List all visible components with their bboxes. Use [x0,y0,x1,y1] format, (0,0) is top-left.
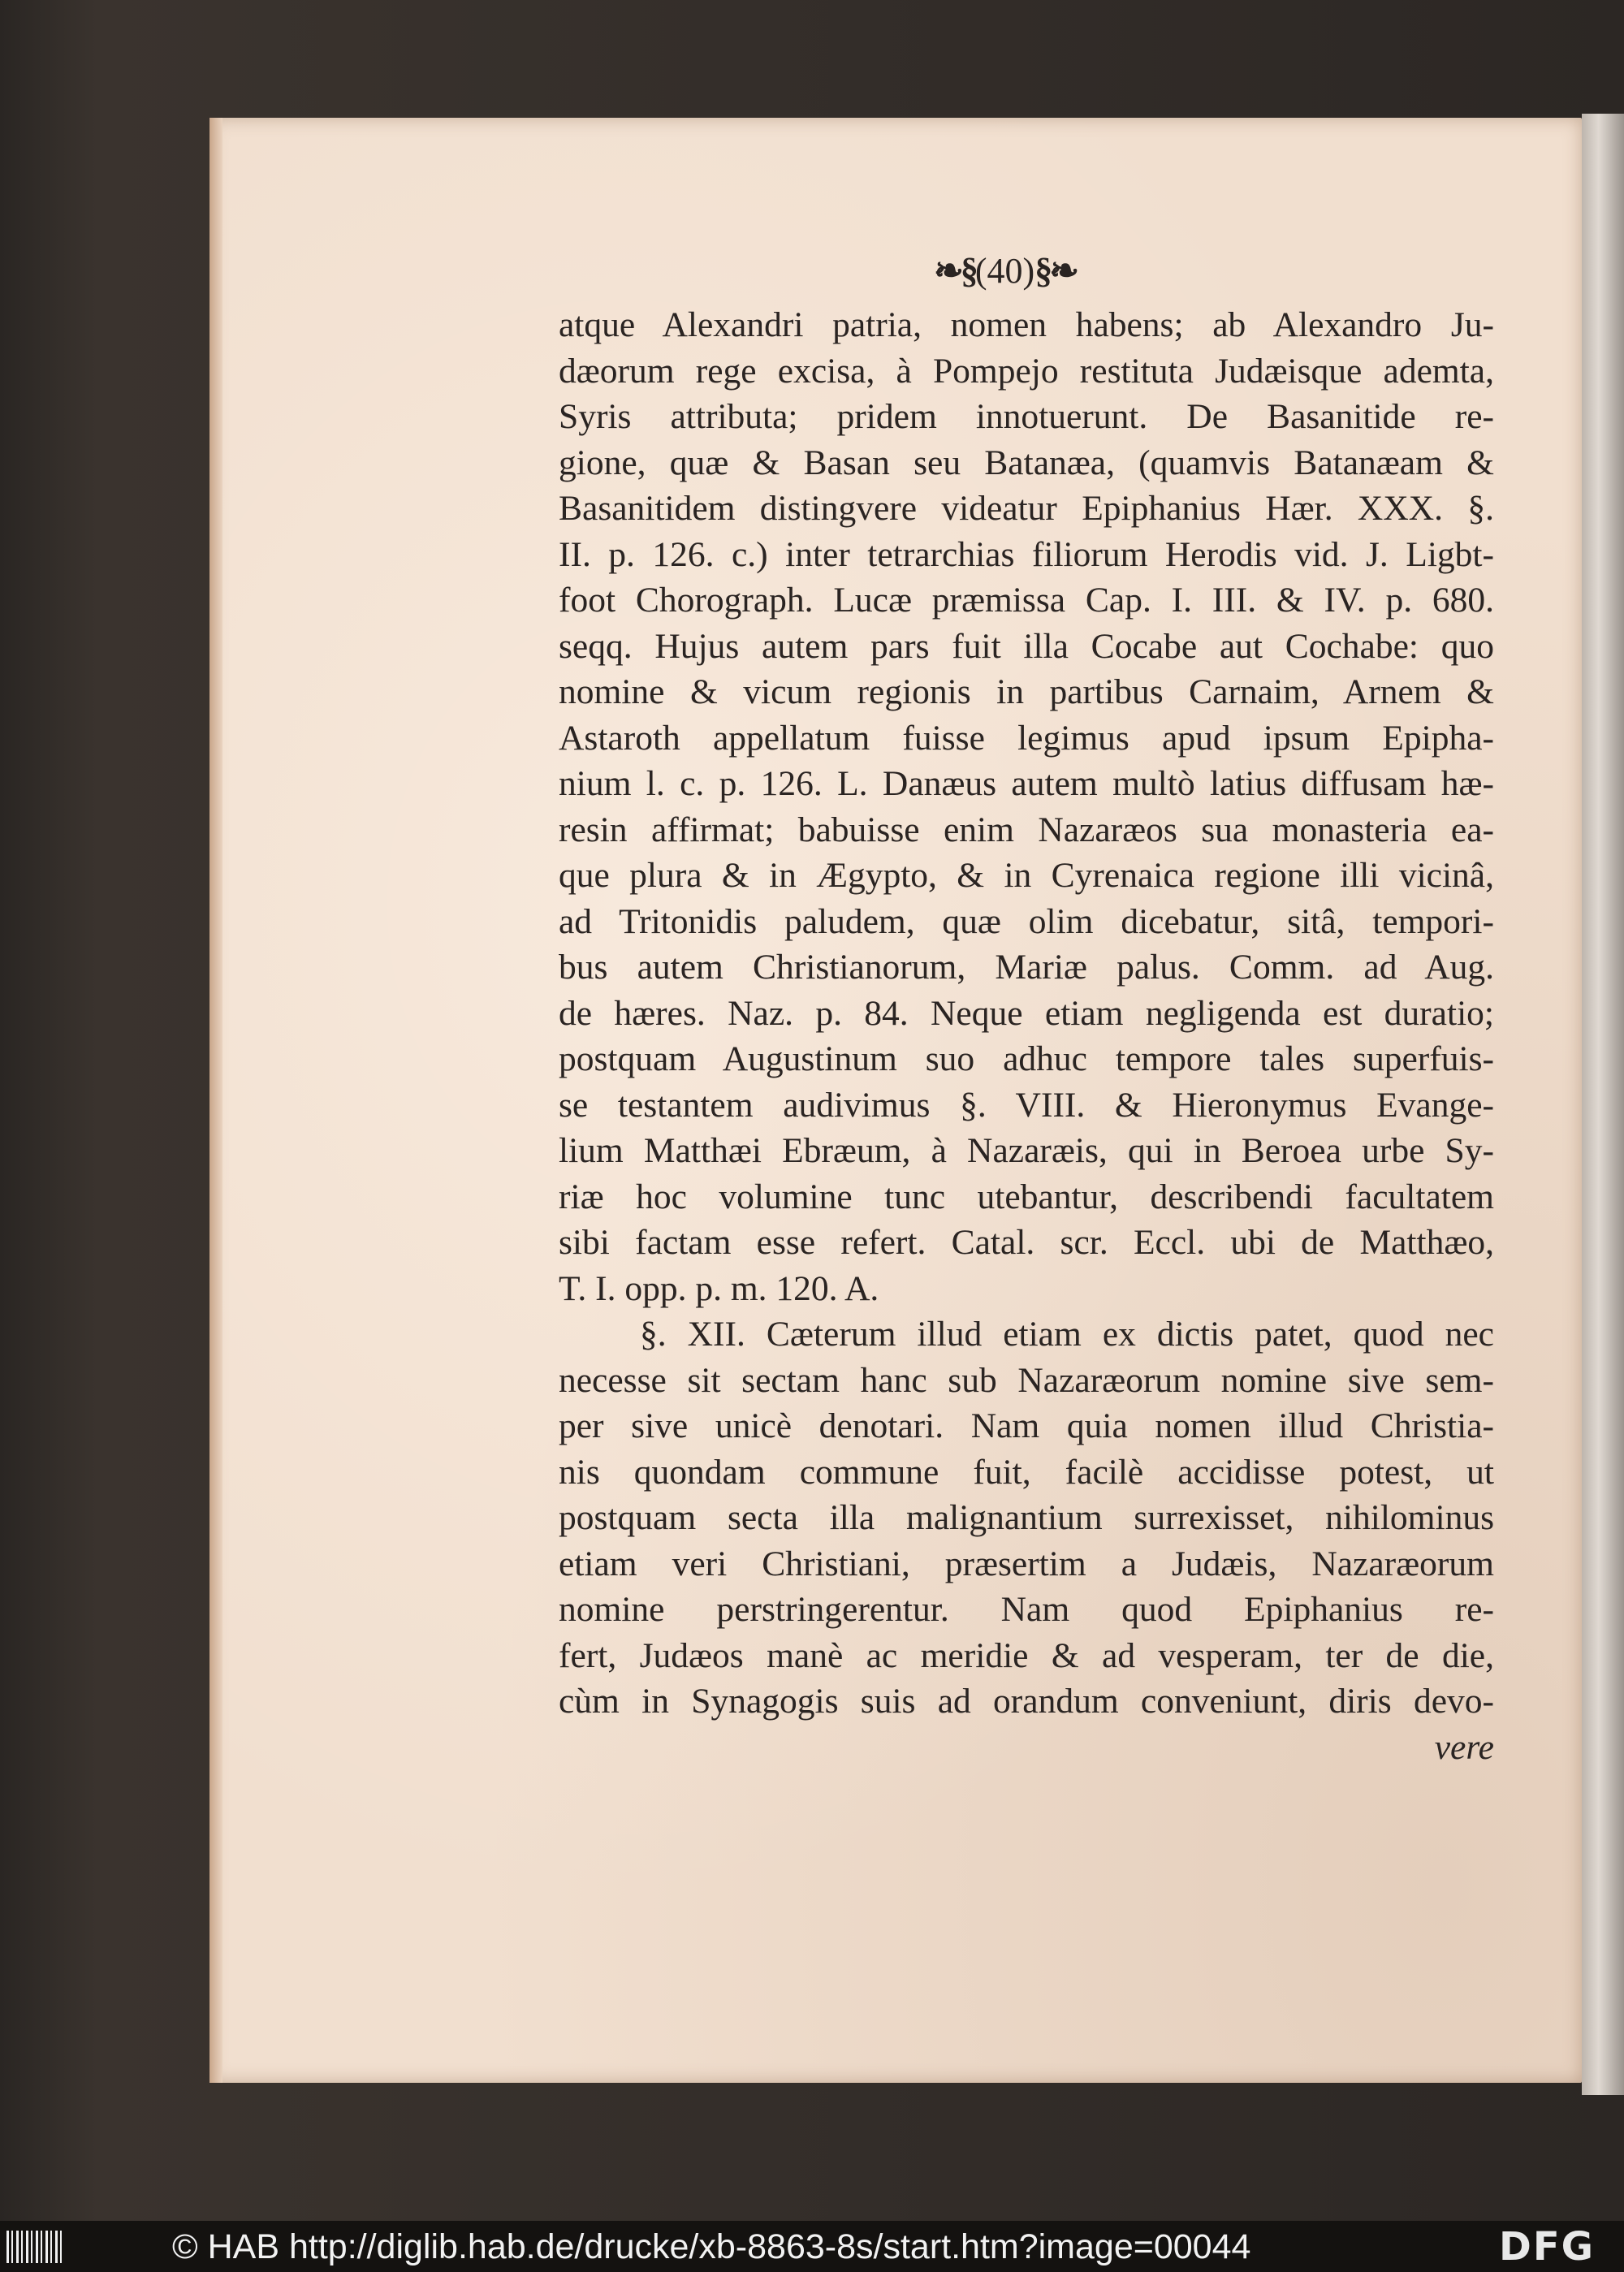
text-line: postquam Augustinum suo adhuc tempore tales superfuis- [559,1039,1494,1078]
text-line: ad Tritonidis paludem, quæ olim dicebatur, sitâ, tempori- [559,901,1494,941]
text-line: postquam secta illa malignantium surrexisset, nihilominus [559,1498,1494,1537]
body-text [559,302,1494,1770]
ornament-right: §❧ [1034,251,1077,291]
ornament-left: ❧§ [934,251,975,291]
text-line: gione, quæ & Basan seu Batanæa, (quamvis Batanæam & [559,443,1494,482]
text-line: etiam veri Christiani, præsertim a Judæis, Nazaræorum [559,1544,1494,1583]
text-line: Syris attributa; pridem innotuerunt. De Basanitide re- [559,397,1494,436]
text-line: sibi factam esse refert. Catal. scr. Eccl. ubi de Matthæo, [559,1223,1494,1262]
text-line: nium l. c. p. 126. L. Danæus autem multò latius diffusam hæ- [559,764,1494,803]
text-line: necesse sit sectam hanc sub Nazaræorum nomine sive sem- [559,1360,1494,1400]
section-heading-line: §. XII. Cæterum illud etiam ex dictis patet, quod nec [640,1315,1494,1354]
text-line: cùm in Synagogis suis ad orandum conveniunt, diris devo- [559,1682,1494,1721]
dfg-logo: DFG [1499,2224,1596,2270]
text-line: resin affirmat; babuisse enim Nazaræos sua monasteria ea- [559,810,1494,849]
barcode-icon [6,2231,65,2263]
text-line: foot Chorograph. Lucæ præmissa Cap. I. III. & IV. p. 680. [559,581,1494,620]
next-page-edge [1582,114,1624,2095]
text-line: seqq. Hujus autem pars fuit illa Cocabe aut Cochabe: quo [559,626,1494,666]
text-line: riæ hoc volumine tunc utebantur, describendi facultatem [559,1177,1494,1216]
text-line: T. I. opp. p. m. 120. A. [559,1268,879,1308]
text-line: per sive unicè denotari. Nam quia nomen illud Christia- [559,1406,1494,1445]
text-line: nomine & vicum regionis in partibus Carnaim, Arnem & [559,672,1494,711]
footer-bar [0,2221,1624,2272]
text-line: II. p. 126. c.) inter tetrarchias filiorum Herodis vid. J. Ligbt- [559,534,1494,574]
copyright-link[interactable]: © HAB http://diglib.hab.de/drucke/xb-8863-8s/start.htm?image=00044 [172,2227,1251,2266]
text-line: bus autem Christianorum, Mariæ palus. Comm. ad Aug. [559,948,1494,987]
text-line: lium Matthæi Ebræum, à Nazaræis, qui in Beroea urbe Sy- [559,1131,1494,1170]
text-line: nis quondam commune fuit, facilè accidisse potest, ut [559,1452,1494,1492]
text-line: se testantem audivimus §. VIII. & Hieronymus Evange- [559,1085,1494,1125]
page-edge [209,118,222,2083]
text-line: atque Alexandri patria, nomen habens; ab Alexandro Ju- [559,305,1494,344]
text-line: Astaroth appellatum fuisse legimus apud ipsum Epipha- [559,718,1494,758]
text-line: Basanitidem distingvere videatur Epiphanius Hær. XXX. §. [559,489,1494,528]
text-line: de hæres. Naz. p. 84. Neque etiam negligenda est duratio; [559,993,1494,1033]
text-line: nomine perstringerentur. Nam quod Epiphanius re- [559,1590,1494,1629]
text-line: fert, Judæos manè ac meridie & ad vesperam, ter de die, [559,1635,1494,1675]
page-number: (40) [974,251,1035,291]
text-line: dæorum rege excisa, à Pompejo restituta Judæisque ademta, [559,351,1494,391]
page-header [934,250,1076,292]
catchword: vere [1434,1727,1494,1767]
text-line: que plura & in Ægypto, & in Cyrenaica regione illi vicinâ, [559,856,1494,895]
